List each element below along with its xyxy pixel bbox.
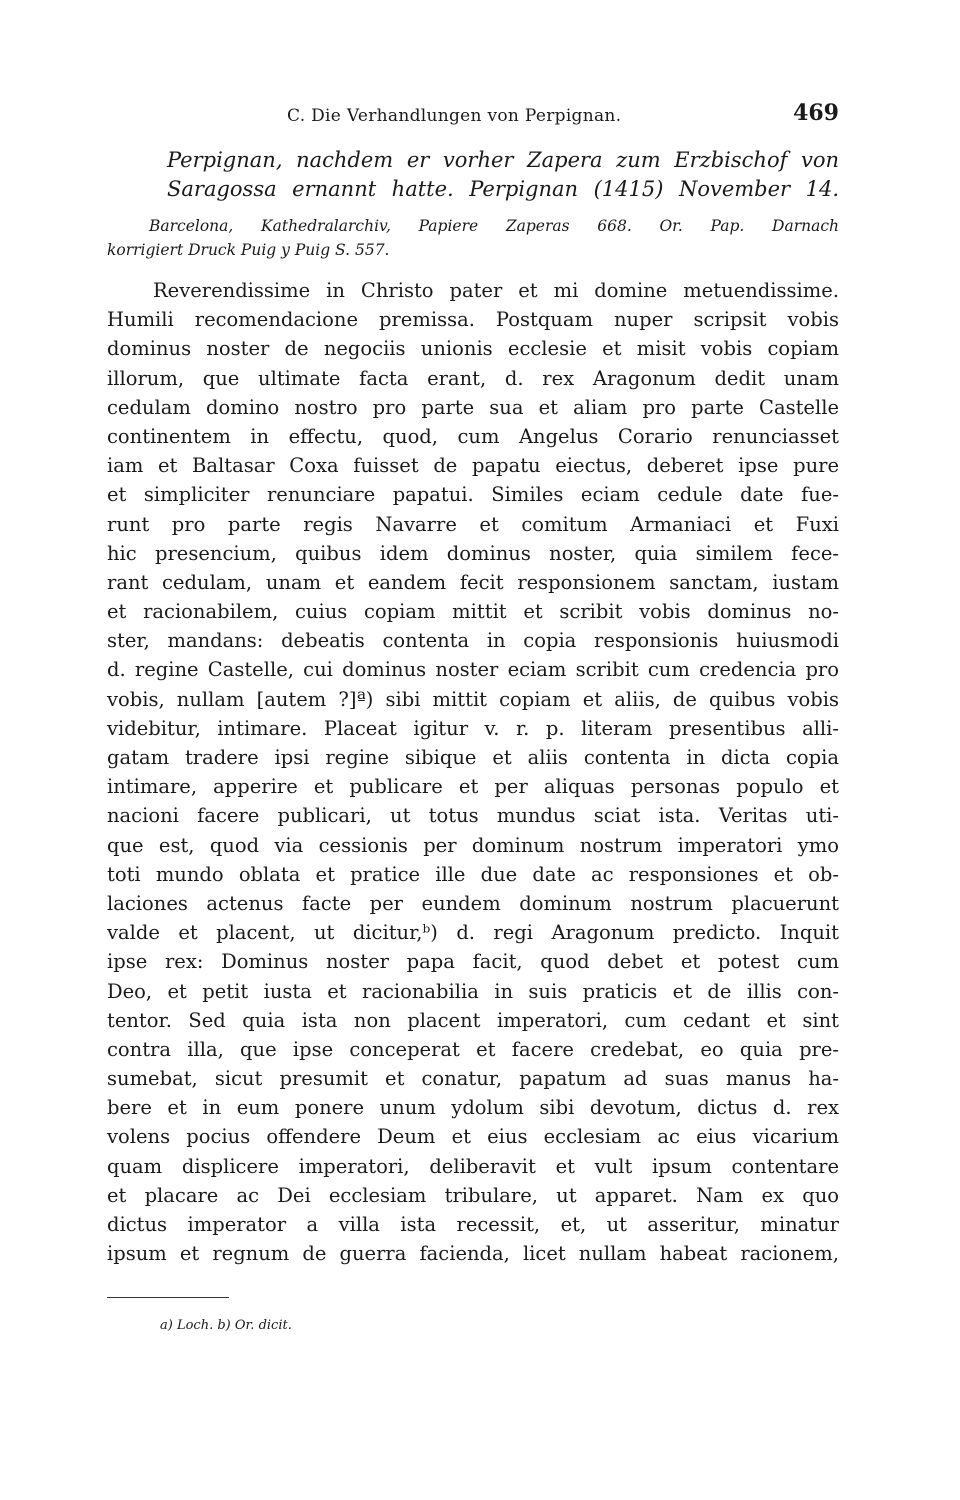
body-line: et simpliciter renunciare papatui. Similes eciam cedule date fue- [107, 483, 839, 507]
body-line: bere et in eum ponere unum ydolum sibi devotum, dictus d. rex [107, 1096, 839, 1120]
body-line: ipse rex: Dominus noster papa facit, quod debet et potest cum [107, 950, 839, 974]
body-line: d. regine Castelle, cui dominus noster eciam scribit cum credencia pro [107, 658, 839, 682]
body-line: ster, mandans: debeatis contenta in copia responsionis huiusmodi [107, 629, 839, 653]
body-line: vobis, nullam [autem ?]ª) sibi mittit copiam et aliis, de quibus vobis [107, 687, 839, 711]
body-line: sumebat, sicut presumit et conatur, papatum ad suas manus ha- [107, 1067, 839, 1091]
body-line: tentor. Sed quia ista non placent imperatori, cum cedant et sint [107, 1008, 839, 1032]
body-line: valde et placent, ut dicitur,ᵇ) d. regi Aragonum predicto. Inquit [107, 921, 839, 945]
title-line: Perpignan, nachdem er vorher Zapera zum Erzbischof von [167, 148, 839, 172]
footnotes: a) Loch. b) Or. dicit. [160, 1318, 292, 1333]
body-line: hic presencium, quibus idem dominus noster, quia similem fece- [107, 541, 839, 565]
body-line: Reverendissime in Christo pater et mi domine metuendissime. [153, 279, 839, 302]
body-line: continentem in effectu, quod, cum Angelus Corario renunciasset [107, 424, 839, 448]
body-line: ipsum et regnum de guerra facienda, licet nullam habeat racionem, [107, 1242, 839, 1266]
body-line: toti mundo oblata et pratice ille due date ac responsiones et ob- [107, 862, 839, 886]
body-line: iam et Baltasar Coxa fuisset de papatu eiectus, deberet ipse pure [107, 454, 839, 478]
running-head: C. Die Verhandlungen von Perpignan. [287, 106, 622, 126]
page-number: 469 [793, 100, 839, 126]
footnote-rule [107, 1297, 229, 1298]
source-note [107, 214, 839, 262]
body-line: volens pocius offendere Deum et eius ecclesiam ac eius vicarium [107, 1125, 839, 1149]
body-line: cedulam domino nostro pro parte sua et aliam pro parte Castelle [107, 395, 839, 419]
body-line: que est, quod via cessionis per dominum nostrum imperatori ymo [107, 833, 839, 857]
body-line: intimare, apperire et publicare et per aliquas personas populo et [107, 775, 839, 799]
body-line: Deo, et petit iusta et racionabilia in suis praticis et de illis con- [107, 979, 839, 1003]
body-line: videbitur, intimare. Placeat igitur v. r. p. literam presentibus alli- [107, 716, 839, 740]
body-line: illorum, que ultimate facta erant, d. rex Aragonum dedit unam [107, 366, 839, 390]
body-line: contra illa, que ipse conceperat et facere credebat, eo quia pre- [107, 1037, 839, 1061]
body-line: dominus noster de negociis unionis ecclesie et misit vobis copiam [107, 337, 839, 361]
body-line: quam displicere imperatori, deliberavit et vult ipsum contentare [107, 1154, 839, 1178]
body-line: dictus imperator a villa ista recessit, et, ut asseritur, minatur [107, 1213, 839, 1236]
body-line: Humili recomendacione premissa. Postquam nuper scripsit vobis [107, 308, 839, 332]
body-line: et racionabilem, cuius copiam mittit et scribit vobis dominus no- [107, 600, 839, 624]
source-note-line: korrigiert Druck Puig y Puig S. 557. [107, 241, 390, 259]
body-text [107, 276, 839, 1268]
source-note-line: Barcelona, Kathedralarchiv, Papiere Zaperas 668. Or. Pap. Darnach [149, 217, 839, 235]
body-line: runt pro parte regis Navarre et comitum Armaniaci et Fuxi [107, 512, 839, 536]
body-line: laciones actenus facte per eundem dominum nostrum placuerunt [107, 891, 839, 915]
document-title [107, 146, 839, 204]
body-line: nacioni facere publicari, ut totus mundus sciat ista. Veritas uti- [107, 804, 839, 828]
page-header [107, 100, 839, 130]
body-line: rant cedulam, unam et eandem fecit responsionem sanctam, iustam [107, 570, 839, 594]
body-line: et placare ac Dei ecclesiam tribulare, ut apparet. Nam ex quo [107, 1183, 839, 1207]
body-line: gatam tradere ipsi regine sibique et aliis contenta in dicta copia [107, 746, 839, 769]
title-line: Saragossa ernannt hatte. Perpignan (1415) November 14. [167, 177, 839, 201]
